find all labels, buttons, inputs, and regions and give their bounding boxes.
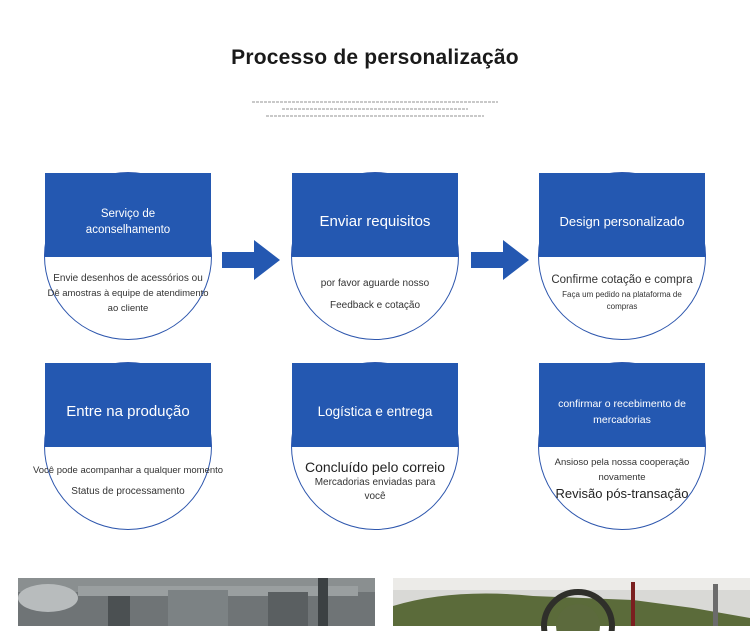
step-card-requirements bbox=[291, 172, 459, 340]
step-line: ao cliente bbox=[107, 303, 149, 314]
step-line: Revisão pós-transação bbox=[555, 486, 689, 501]
step-line: Confirme cotação e compra bbox=[551, 274, 693, 286]
step-line: Ansioso pela nossa cooperação bbox=[554, 457, 690, 468]
step-title: Serviço de aconselhamento bbox=[85, 208, 171, 236]
step-body bbox=[539, 257, 705, 341]
step-line: você bbox=[364, 491, 386, 502]
step-line: novamente bbox=[598, 472, 646, 483]
step-card-production bbox=[32, 362, 224, 530]
step-body bbox=[292, 447, 458, 531]
step-line: Feedback e cotação bbox=[329, 300, 421, 311]
step-line: Faça um pedido na plataforma de bbox=[562, 290, 682, 299]
step-card-consulting bbox=[44, 172, 212, 340]
step-line: compras bbox=[606, 302, 638, 311]
step-header bbox=[539, 173, 705, 257]
arrow-right-icon bbox=[222, 240, 280, 280]
step-title: Logística e entrega bbox=[317, 404, 433, 419]
decorative-subtitle-lines bbox=[250, 100, 500, 122]
step-body bbox=[45, 257, 211, 341]
step-header bbox=[292, 173, 458, 257]
step-line: Você pode acompanhar a qualquer momento bbox=[32, 465, 224, 476]
step-line: Mercadorias enviadas para bbox=[314, 477, 436, 488]
step-header bbox=[45, 173, 211, 257]
factory-photo-left bbox=[18, 578, 375, 626]
factory-photo-right-image bbox=[393, 578, 750, 626]
step-header bbox=[539, 363, 705, 447]
step-line: Dê amostras à equipe de atendimento bbox=[47, 288, 209, 299]
step-card-receipt-confirmation bbox=[538, 362, 706, 530]
step-body bbox=[539, 447, 705, 531]
step-body bbox=[32, 447, 224, 531]
factory-photo-right bbox=[393, 578, 750, 626]
step-line: Concluído pelo correio bbox=[304, 459, 446, 475]
step-header bbox=[292, 363, 458, 447]
factory-photo-left-image bbox=[18, 578, 375, 626]
step-title: Entre na produção bbox=[66, 403, 190, 420]
step-title: Design personalizado bbox=[559, 214, 685, 229]
page-title: Processo de personalização bbox=[231, 46, 519, 69]
step-title: Enviar requisitos bbox=[319, 213, 431, 230]
step-card-custom-design bbox=[538, 172, 706, 340]
step-line: Envie desenhos de acessórios ou bbox=[53, 273, 203, 284]
subtitle-lines-graphic bbox=[250, 100, 500, 120]
step-body bbox=[292, 257, 458, 341]
step-line: por favor aguarde nosso bbox=[320, 278, 430, 289]
step-header bbox=[45, 363, 211, 447]
step-card-logistics bbox=[291, 362, 459, 530]
arrow-right-icon bbox=[471, 240, 529, 280]
step-title: confirmar o recebimento de mercadorias bbox=[558, 398, 686, 426]
step-line: Status de processamento bbox=[71, 486, 185, 497]
